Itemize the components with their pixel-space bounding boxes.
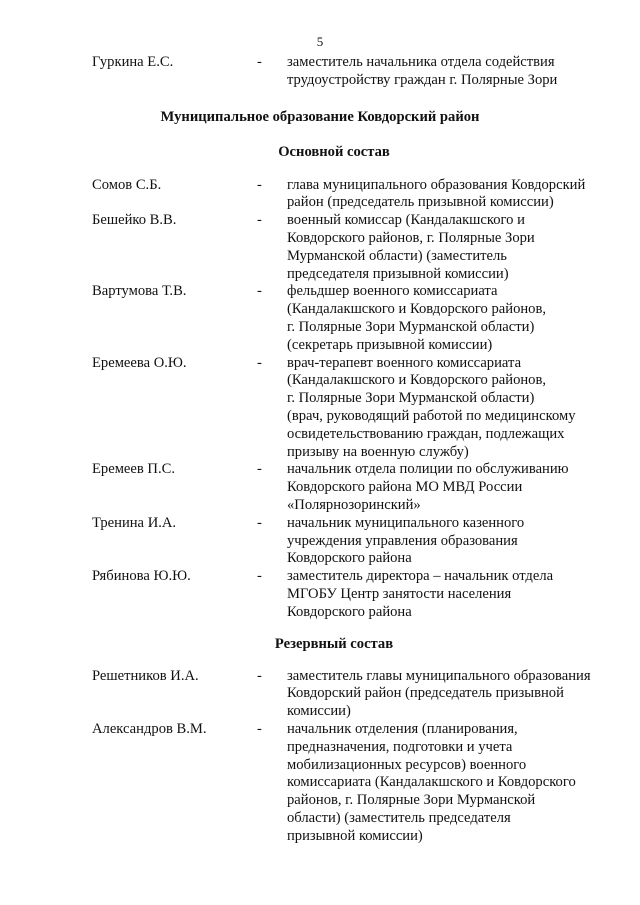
- member-position: [287, 177, 605, 213]
- position-line: предназначения, подготовки и учета: [287, 738, 513, 755]
- position-line: (секретарь призывной комиссии): [287, 336, 493, 353]
- reserve-members-list: [0, 668, 640, 846]
- position-line: район (председатель призывной комиссии): [287, 194, 554, 211]
- member-entry: [0, 461, 640, 514]
- position-line: призыву на военную службу): [287, 443, 469, 460]
- member-position: [287, 668, 605, 721]
- position-line: фельдшер военного комиссариата: [287, 283, 498, 300]
- position-line: г. Полярные Зори Мурманской области): [287, 390, 535, 407]
- document-body: [0, 54, 640, 845]
- member-entry: [0, 721, 640, 846]
- dash-separator: -: [257, 568, 262, 585]
- reserve-composition-title: Резервный состав: [274, 635, 394, 652]
- member-entry: [0, 668, 640, 721]
- member-position: [287, 461, 605, 514]
- member-name: Тренина И.А.: [92, 514, 177, 531]
- position-line: г. Полярные Зори Мурманской области): [287, 318, 535, 335]
- member-name: Александров В.М.: [92, 720, 207, 737]
- member-position: [287, 54, 605, 90]
- member-name: Решетников И.А.: [92, 667, 199, 684]
- member-entry: [0, 568, 640, 621]
- position-line: Ковдорского района МО МВД России: [287, 479, 523, 496]
- position-line: МГОБУ Центр занятости населения: [287, 585, 512, 602]
- dash-separator: -: [257, 461, 262, 478]
- member-position: [287, 283, 605, 354]
- position-line: Ковдорского района: [287, 603, 412, 620]
- main-composition-title: Основной состав: [278, 143, 390, 160]
- member-name: Бешейко В.В.: [92, 212, 177, 229]
- position-line: районов, г. Полярные Зори Мурманской: [287, 792, 536, 809]
- dash-separator: -: [257, 283, 262, 300]
- member-position: [287, 355, 605, 462]
- member-name: Еремеева О.Ю.: [92, 354, 187, 371]
- position-line: «Полярнозоринский»: [287, 496, 421, 513]
- dash-separator: -: [257, 667, 262, 684]
- member-position: [287, 212, 605, 283]
- member-entry: [0, 283, 640, 354]
- position-line: области) (заместитель председателя: [287, 809, 511, 826]
- position-line: (Кандалакшского и Ковдорского районов,: [287, 372, 547, 389]
- dash-separator: -: [257, 354, 262, 371]
- position-line: начальник отдела полиции по обслуживанию: [287, 461, 569, 478]
- member-entry: [0, 177, 640, 213]
- position-line: глава муниципального образования Ковдорский: [287, 176, 586, 193]
- position-line: начальник муниципального казенного: [287, 514, 525, 531]
- position-line: призывной комиссии): [287, 827, 423, 844]
- dash-separator: -: [257, 176, 262, 193]
- position-line: учреждения управления образования: [287, 532, 518, 549]
- position-line: трудоустройству граждан г. Полярные Зори: [287, 71, 558, 88]
- position-line: комиссариата (Кандалакшского и Ковдорского: [287, 774, 576, 791]
- member-name: Еремеев П.С.: [92, 461, 175, 478]
- position-line: председателя призывной комиссии): [287, 265, 509, 282]
- member-entry: [0, 212, 640, 283]
- member-name: Рябинова Ю.Ю.: [92, 568, 191, 585]
- position-line: военный комиссар (Кандалакшского и: [287, 212, 525, 229]
- dash-separator: -: [257, 212, 262, 229]
- member-position: [287, 568, 605, 621]
- section-title: Муниципальное образование Ковдорский район: [160, 108, 480, 125]
- dash-separator: -: [257, 720, 262, 737]
- position-line: комиссии): [287, 703, 351, 720]
- position-line: заместитель главы муниципального образования: [287, 667, 591, 684]
- position-line: мобилизационных ресурсов) военного: [287, 756, 527, 773]
- dash-separator: -: [257, 514, 262, 531]
- position-line: начальник отделения (планирования,: [287, 720, 518, 737]
- position-line: заместитель начальника отдела содействия: [287, 54, 555, 70]
- position-line: (Кандалакшского и Ковдорского районов,: [287, 301, 547, 318]
- position-line: Ковдорского района: [287, 550, 412, 567]
- member-position: [287, 721, 605, 846]
- position-line: (врач, руководящий работой по медицинскому: [287, 407, 576, 424]
- member-entry: [0, 54, 640, 90]
- position-line: Ковдорского районов, г. Полярные Зори: [287, 229, 535, 246]
- member-entry: [0, 355, 640, 462]
- dash-separator: -: [257, 54, 262, 70]
- position-line: врач-терапевт военного комиссариата: [287, 354, 522, 371]
- position-line: Мурманской области) (заместитель: [287, 247, 507, 264]
- member-name: Сомов С.Б.: [92, 176, 162, 193]
- member-name: Гуркина Е.С.: [92, 54, 174, 70]
- member-entry: [0, 515, 640, 568]
- member-name: Вартумова Т.В.: [92, 283, 187, 300]
- member-position: [287, 515, 605, 568]
- position-line: освидетельствованию граждан, подлежащих: [287, 425, 565, 442]
- position-line: Ковдорский район (председатель призывной: [287, 685, 564, 702]
- main-members-list: [0, 177, 640, 622]
- page-number: 5: [316, 34, 324, 49]
- position-line: заместитель директора – начальник отдела: [287, 568, 554, 585]
